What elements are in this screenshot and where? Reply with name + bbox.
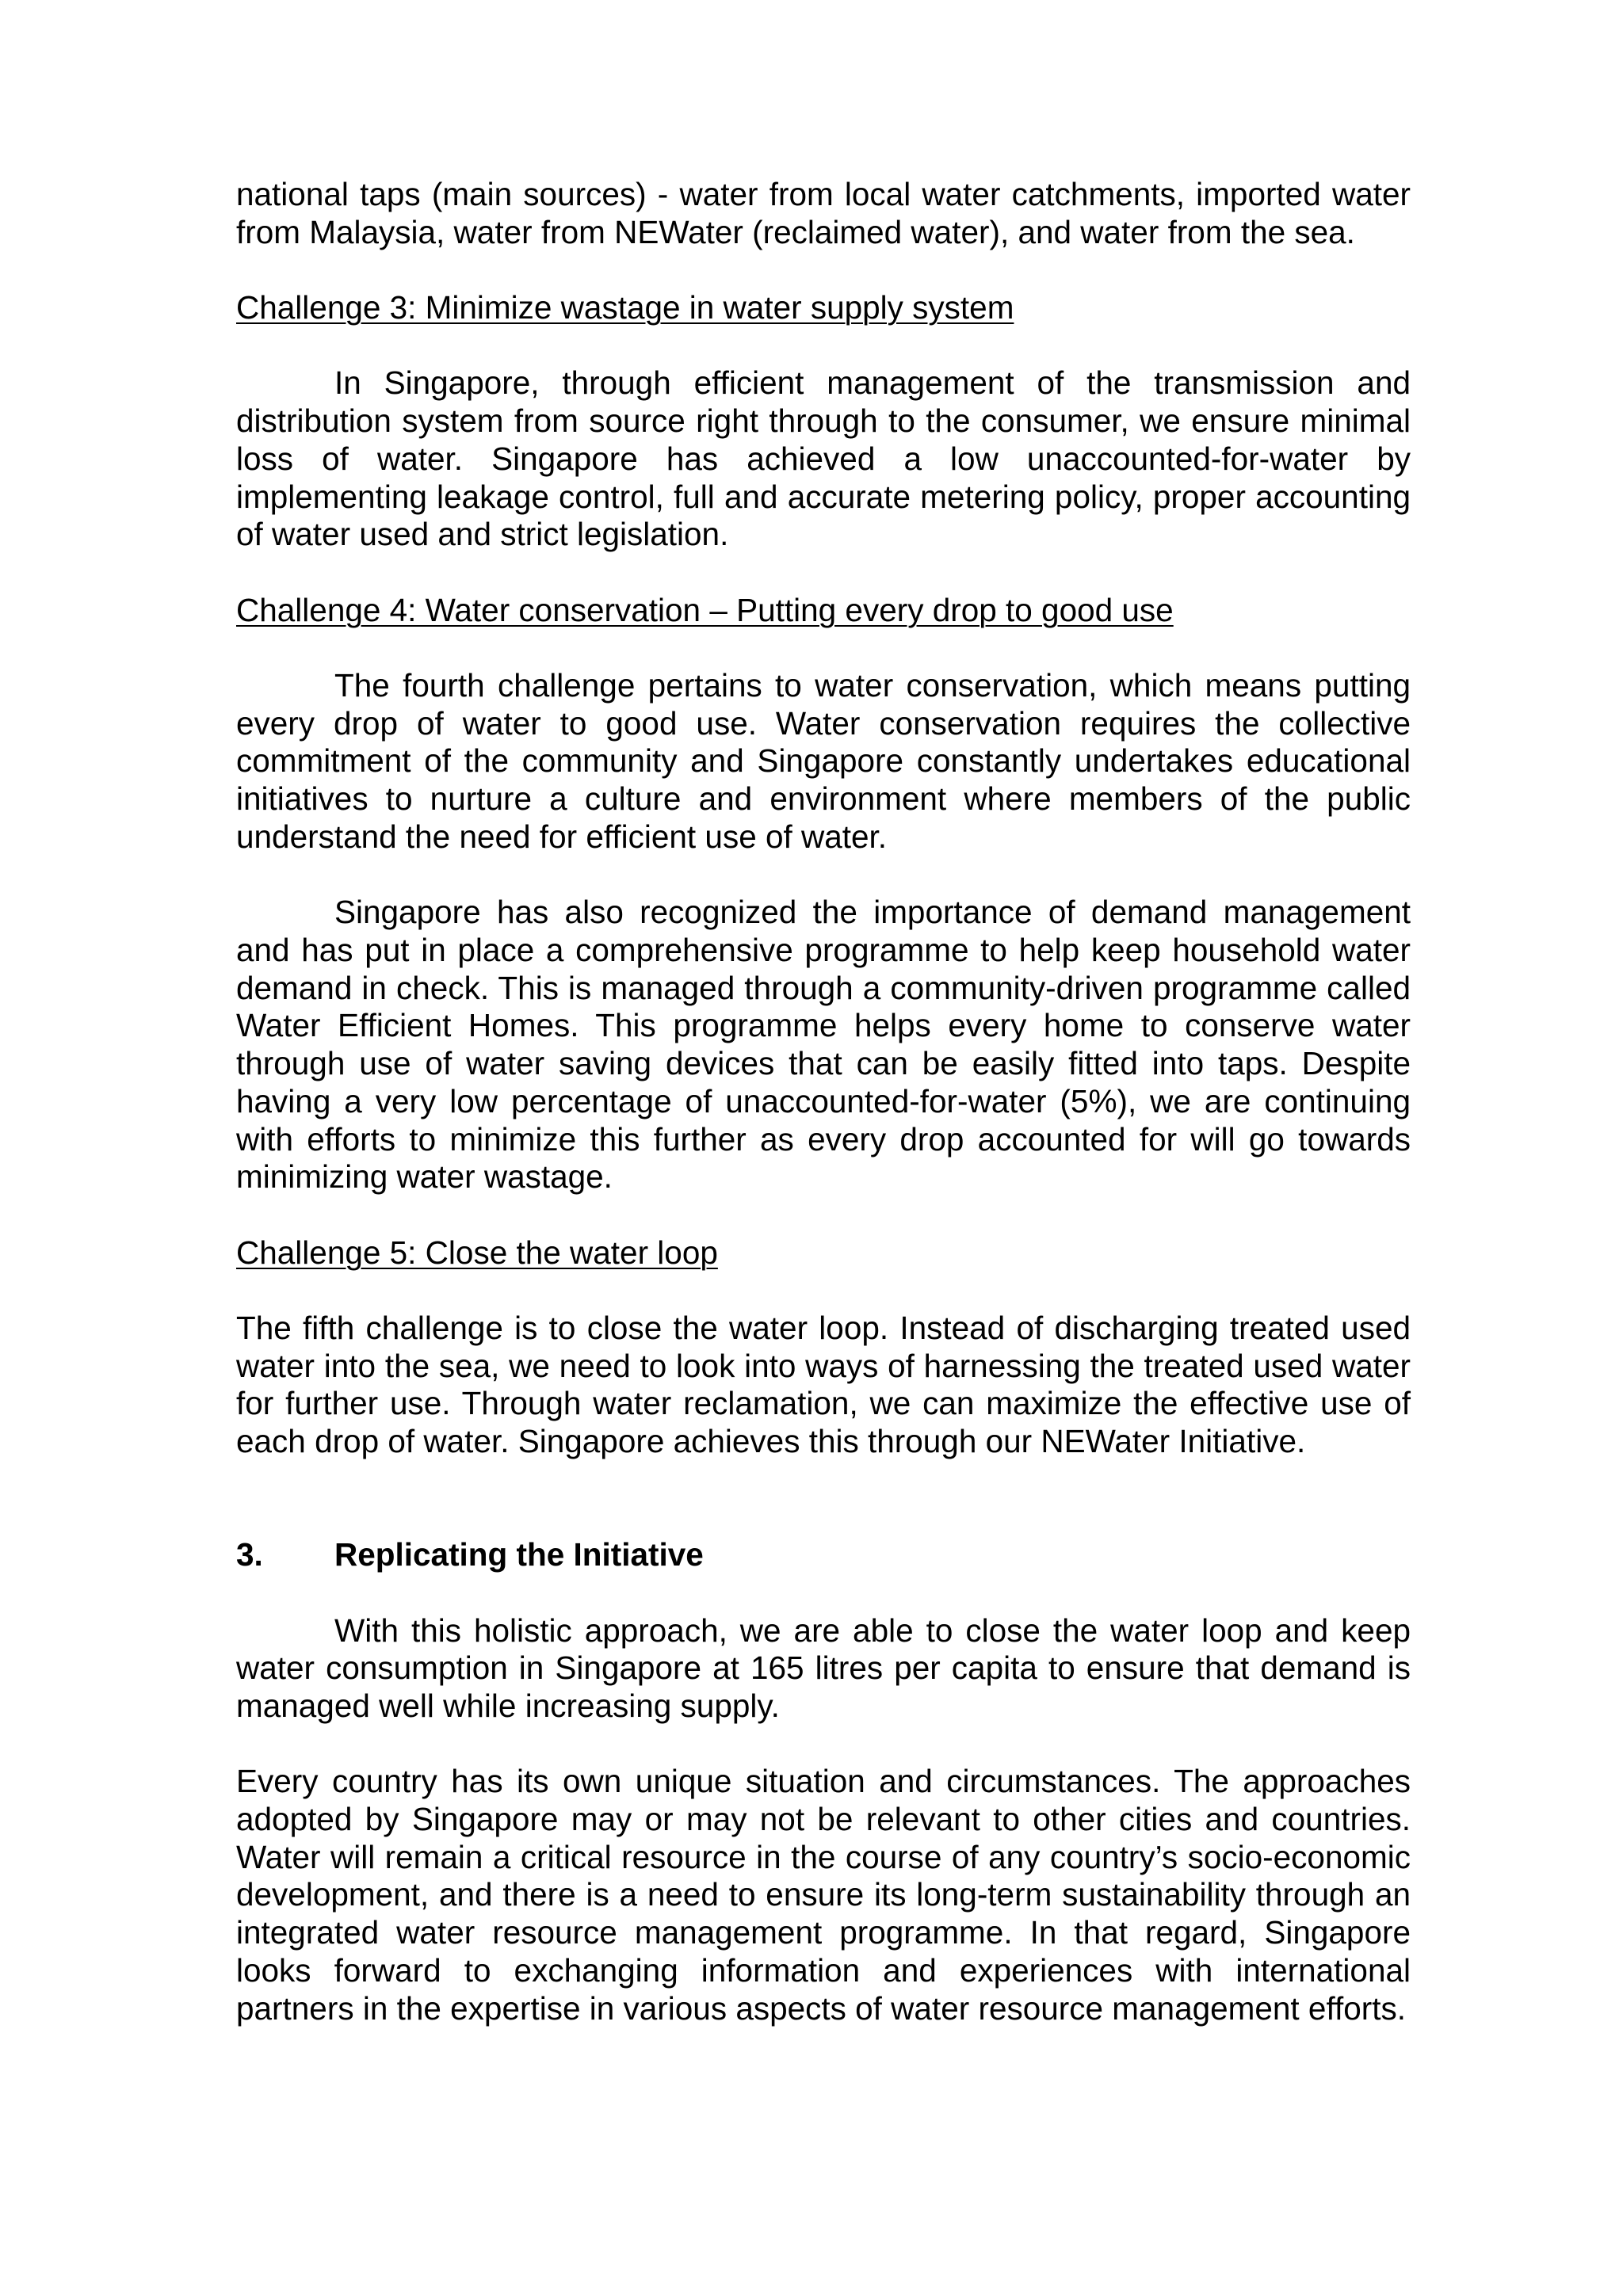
challenge-4-heading: Challenge 4: Water conservation – Putting every drop to good use	[236, 591, 1174, 628]
section-3-paragraph-1: With this holistic approach, we are able to close the water loop and keep water consumption in Singapore at 165 litres per capita to ensure that demand is managed well while increasing supply.	[236, 1611, 1411, 1724]
section-3-title: Replicating the Initiative	[334, 1536, 704, 1573]
opening-paragraph: national taps (main sources) - water from local water catchments, imported water from Malaysia, water from NEWater (reclaimed water), and water from the sea.	[236, 176, 1411, 250]
challenge-4-paragraph-2: Singapore has also recognized the importance of demand management and has put in place a comprehensive programme to help keep household water demand in check. This is managed through a community-driven programme called Water Efficient Homes. This programme helps every home to conserve water through use of water saving devices that can be easily fitted into taps. Despite having a very low percentage of unaccounted-for-water (5%), we are continuing with efforts to minimize this further as every drop accounted for will go towards minimizing water wastage.	[236, 894, 1411, 1196]
section-3-heading	[236, 1536, 1411, 1574]
section-3-paragraph-2: Every country has its own unique situation and circumstances. The approaches adopted by Singapore may or may not be relevant to other cities and countries. Water will remain a critical resource in the course of any country’s socio-economic development, and there is a need to ensure its long-term sustainability through an integrated water resource management programme. In that regard, Singapore looks forward to exchanging information and experiences with international partners in the expertise in various aspects of water resource management efforts.	[236, 1763, 1411, 2027]
challenge-3-heading: Challenge 3: Minimize wastage in water supply system	[236, 289, 1014, 326]
section-3-number: 3.	[236, 1536, 263, 1573]
challenge-5-heading: Challenge 5: Close the water loop	[236, 1234, 718, 1271]
challenge-4-paragraph-1: The fourth challenge pertains to water conservation, which means putting every drop of water to good use. Water conservation requires the collective commitment of the community and Singapore constantly undertakes educational initiatives to nurture a culture and environment where members of the public understand the need for efficient use of water.	[236, 667, 1411, 855]
document-body	[236, 176, 1411, 2027]
challenge-3-paragraph: In Singapore, through efficient management of the transmission and distribution system from source right through to the consumer, we ensure minimal loss of water. Singapore has achieved a low unaccounted-for-water by implementing leakage control, full and accurate metering policy, proper accounting of water used and strict legislation.	[236, 364, 1411, 553]
challenge-5-paragraph: The fifth challenge is to close the water loop. Instead of discharging treated used water into the sea, we need to look into ways of harnessing the treated used water for further use. Through water reclamation, we can maximize the effective use of each drop of water. Singapore achieves this through our NEWater Initiative.	[236, 1309, 1411, 1460]
